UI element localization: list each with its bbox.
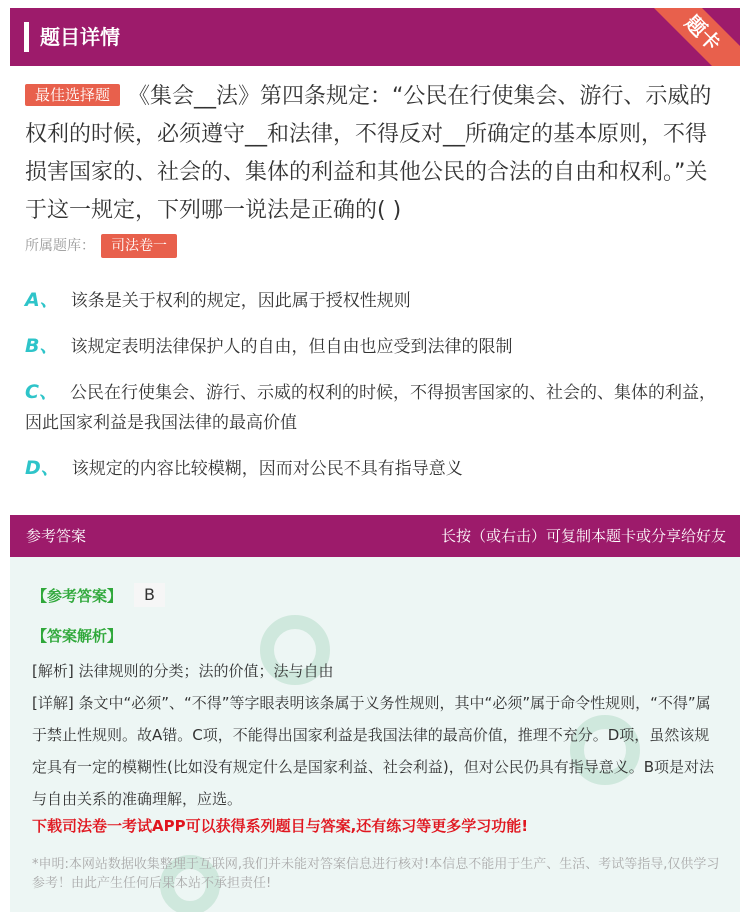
options-list (25, 285, 725, 499)
answer-label: 【参考答案】 (32, 587, 123, 605)
question-stem (25, 78, 725, 230)
option-text: 公民在行使集会、游行、示威的权利的时候，不得损害国家的、社会的、集体的利益，因此国家利益是我国法律的最高价值 (25, 383, 716, 433)
share-hint: 长按（或右击）可复制本题卡或分享给好友 (440, 527, 726, 545)
option-d[interactable] (25, 453, 725, 484)
option-c[interactable] (25, 377, 725, 438)
option-letter: D、 (25, 457, 60, 479)
disclaimer: *申明:本网站数据收集整理于互联网,我们并未能对答案信息进行核对!本信息不能用于生产、生活、考试等指导,仅供学习参考！由此产生任何后果本站不承担责任! (32, 857, 720, 891)
header-bar (10, 8, 740, 66)
option-letter: B、 (25, 335, 59, 357)
option-b[interactable] (25, 331, 725, 362)
header-accent-bar (24, 22, 29, 52)
analysis-label: 【答案解析】 (32, 627, 123, 645)
analysis-line: [解析] 法律规则的分类；法的价值；法与自由 (32, 662, 334, 680)
option-letter: A、 (25, 289, 59, 311)
answer-value: B (134, 583, 165, 607)
analysis-text (32, 655, 722, 815)
answer-header (10, 515, 740, 557)
app-promo-link[interactable]: 下载司法卷一考试APP可以获得系列题目与答案,还有练习等更多学习功能! (32, 817, 529, 835)
analysis-line: [详解] 条文中“必须”、“不得”等字眼表明该条属于义务性规则，其中“必须”属于命令性规则，“不得”属于禁止性规则。故A错。C项，不能得出国家利益是我国法律的最高价值，推理不充分。D项，虽然该规定具有一定的模糊性(比如没有规定什么是国家利益、社会利益)，但对公民仍具有指导意义。B项是对法与自由关系的准确理解，应选。 (32, 694, 714, 808)
answer-header-title: 参考答案 (26, 527, 87, 545)
question-bank-row (25, 233, 177, 259)
answer-panel (10, 515, 740, 912)
option-text: 该规定表明法律保护人的自由，但自由也应受到法律的限制 (70, 337, 513, 357)
bank-tag[interactable]: 司法卷一 (101, 234, 177, 258)
option-a[interactable] (25, 285, 725, 316)
option-letter: C、 (25, 381, 58, 403)
question-text: 《集会__法》第四条规定：“公民在行使集会、游行、示威的权利的时候，必须遵守__和法律，不得反对__所确定的基本原则，不得损害国家的、社会的、集体的利益和其他公民的合法的自由和权利。”关于这一规定，下列哪一说法是正确的( ) (25, 84, 712, 223)
bank-label: 所属题库： (25, 238, 95, 254)
page-title: 题目详情 (40, 25, 120, 49)
corner-ribbon: 题卡 (638, 8, 740, 66)
question-type-badge: 最佳选择题 (25, 84, 120, 106)
option-text: 该条是关于权利的规定，因此属于授权性规则 (70, 291, 411, 311)
option-text: 该规定的内容比较模糊，因而对公民不具有指导意义 (71, 459, 463, 479)
